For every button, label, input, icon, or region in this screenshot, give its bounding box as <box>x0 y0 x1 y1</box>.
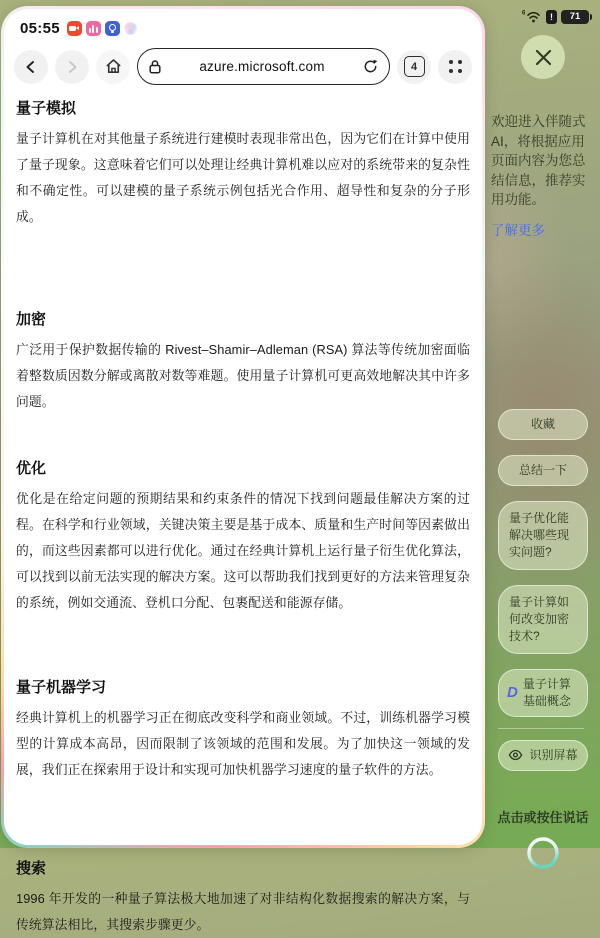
home-button[interactable] <box>96 50 130 84</box>
video-app-icon <box>67 21 82 36</box>
section-quantum-ml <box>16 678 470 783</box>
voice-hint-text: 点击或按住说话 <box>497 809 589 825</box>
battery-alert-icon: ! <box>546 10 557 24</box>
close-icon <box>534 48 553 67</box>
address-bar[interactable] <box>137 48 390 85</box>
section-body: 广泛用于保护数据传输的 Rivest–Shamir–Adleman (RSA) 算法等传统加密面临着整数质因数分解或离散对数等难题。使用量子计算机可更高效地解决其中许多问题。 <box>16 342 470 409</box>
notification-icons <box>67 21 137 36</box>
tab-switcher-button[interactable] <box>397 50 431 84</box>
chip-label: 量子计算基础概念 <box>522 676 571 708</box>
section-body: 经典计算机上的机器学习正在彻底改变科学和商业领域。不过，训练机器学习模型的计算成本高昂，因而限制了该领域的范围和发展。为了加快这一领域的发展，我们正在探索用于设计和实现可加快机器学习速度的量子软件的方法。 <box>16 710 470 777</box>
chip-question-encryption[interactable]: 量子计算如何改变加密技术? <box>498 585 588 654</box>
section-search <box>16 859 470 938</box>
battery-tip <box>590 14 592 20</box>
chip-summarize[interactable]: 总结一下 <box>498 455 588 486</box>
battery-indicator <box>561 10 592 24</box>
menu-button[interactable] <box>438 50 472 84</box>
assistant-welcome-text: 欢迎进入伴随式AI，将根据应用页面内容为您总结信息，推荐实用功能。 <box>491 114 586 207</box>
browser-window <box>1 6 485 932</box>
wifi6-icon <box>522 9 542 24</box>
section-quantum-simulation <box>16 99 470 230</box>
section-encryption <box>16 310 470 415</box>
section-body: 优化是在给定问题的预期结果和约束条件的情况下找到问题最佳解决方案的过程。在科学和行业领域，关键决策主要是基于成本、质量和生产时间等因素做出的，而这些因素都可以进行优化。通过在经典计算机上运行量子衍生优化算法，可以找到以前无法实现的解决方案。这可以帮助我们找到更好的方法来管理复杂的系统，例如交通流、登机口分配、包裹配送和能源存储。 <box>16 491 470 610</box>
divider <box>498 728 584 729</box>
section-heading: 量子模拟 <box>16 100 77 117</box>
back-chevron-icon <box>23 59 39 75</box>
section-heading: 量子机器学习 <box>16 679 107 696</box>
lock-icon <box>148 59 162 75</box>
faded-app-icon <box>124 22 137 35</box>
clock: 05:55 <box>20 19 60 37</box>
doubao-icon: D <box>507 684 518 701</box>
tab-count-badge: 4 <box>404 56 425 77</box>
refresh-icon[interactable] <box>362 58 379 75</box>
section-body: 量子计算机在对其他量子系统进行建模时表现非常出色，因为它们在计算中使用了量子现象。这意味着它们可以处理让经典计算机难以应对的系统带来的复杂性和不确定性。可以建模的量子系统示例包括光合作用、超导性和复杂的分子形成。 <box>16 131 470 224</box>
section-heading: 优化 <box>16 460 47 477</box>
assistant-actions <box>498 409 588 771</box>
home-icon <box>104 57 123 76</box>
chip-screen-recognition[interactable] <box>498 740 588 771</box>
browser-toolbar <box>4 40 482 91</box>
webpage-content <box>4 91 482 938</box>
microphone-ring-icon <box>525 835 561 871</box>
section-body: 1996 年开发的一种量子算法极大地加速了对非结构化数据搜索的解决方案，与传统算法相比，其搜索步骤更少。 <box>16 891 470 932</box>
forward-button[interactable] <box>55 50 89 84</box>
status-bar-right <box>522 9 592 24</box>
learn-more-link[interactable]: 了解更多 <box>491 222 545 238</box>
status-bar-left <box>4 9 482 40</box>
chip-favorite[interactable]: 收藏 <box>498 409 588 440</box>
battery-percent: 71 <box>561 10 589 24</box>
pink-app-icon <box>86 21 101 36</box>
svg-text:6: 6 <box>522 10 526 17</box>
forward-chevron-icon <box>64 59 80 75</box>
lightbulb-app-icon <box>105 21 120 36</box>
section-heading: 搜索 <box>16 860 47 877</box>
section-heading: 加密 <box>16 311 47 328</box>
ai-assistant-panel <box>486 0 600 848</box>
url-text[interactable]: azure.microsoft.com <box>199 59 325 74</box>
chip-question-optimization[interactable]: 量子优化能解决哪些现实问题? <box>498 501 588 570</box>
menu-dots-icon <box>449 60 462 73</box>
voice-input-button[interactable] <box>525 835 561 876</box>
section-optimization <box>16 459 470 616</box>
chip-quantum-basics[interactable] <box>498 669 588 717</box>
close-assistant-button[interactable] <box>521 35 565 79</box>
eye-icon <box>508 749 523 761</box>
chip-label: 识别屏幕 <box>529 747 578 762</box>
back-button[interactable] <box>14 50 48 84</box>
